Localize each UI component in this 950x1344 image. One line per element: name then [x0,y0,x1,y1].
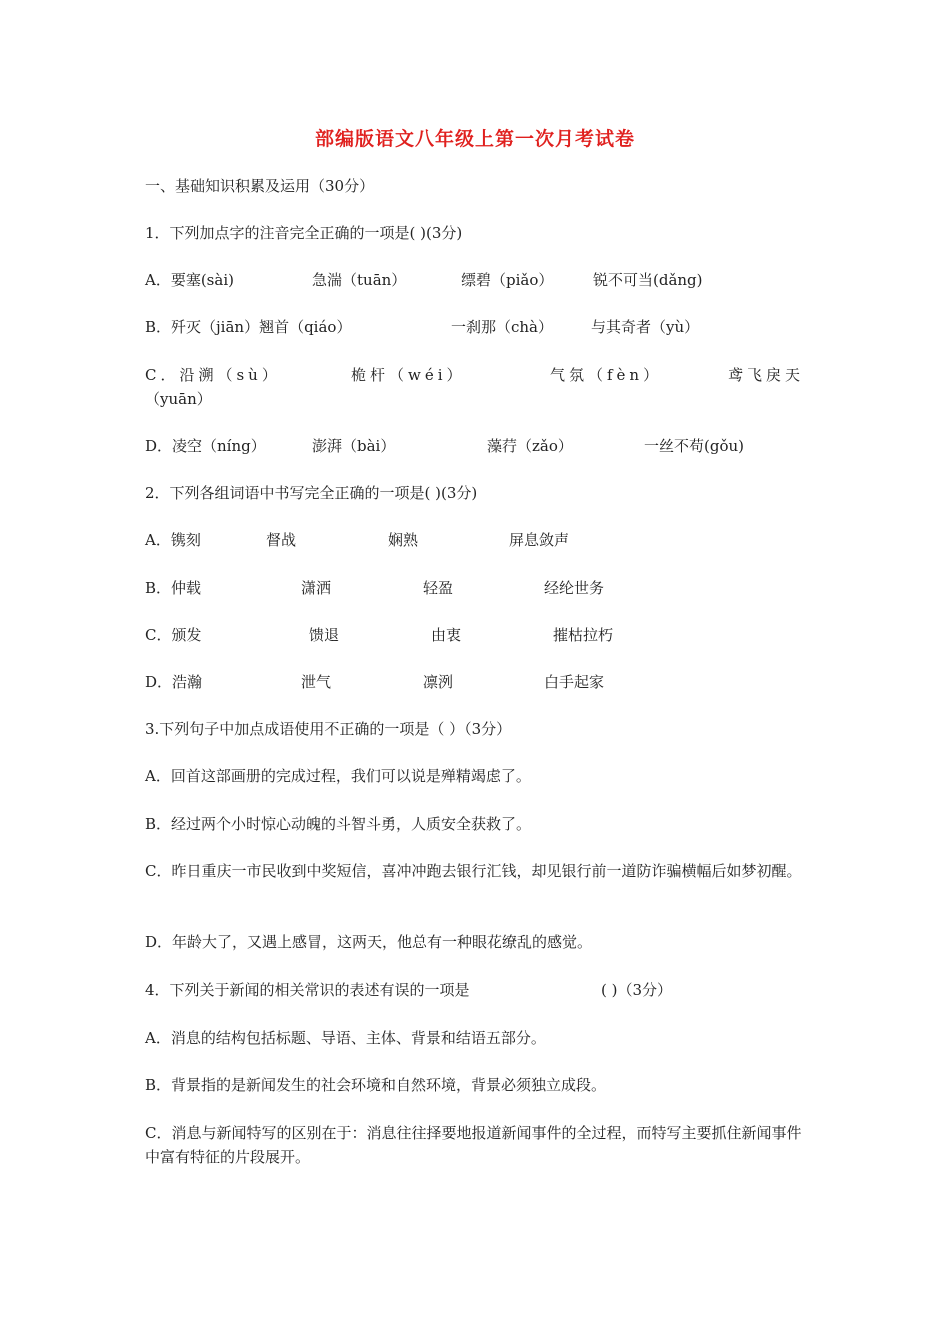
q4-stem: 4．下列关于新闻的相关常识的表述有误的一项是 [145,981,470,999]
q1-c-item: 鸢飞戾天 [728,366,805,384]
q2-c-item: 由衷 [431,626,462,644]
q2-option-d [145,670,810,694]
q2-d-item: 凛洌 [423,673,454,691]
section-heading: 一、基础知识积累及运用（30分） [145,177,375,195]
q1-option-a [145,268,810,292]
q3-option-c: C．昨日重庆一市民收到中奖短信，喜冲冲跑去银行汇钱，却见银行前一道防诈骗横幅后如梦初醒。 [145,862,802,880]
q1-c-item: C．沿溯（sù） [145,366,281,384]
q4-option-b: B．背景指的是新闻发生的社会环境和自然环境，背景必须独立成段。 [145,1076,607,1094]
q2-option-b [145,576,810,600]
q1-d-item: 一丝不苟(gǒu) [644,437,744,455]
q2-b-item: 经纶世务 [544,579,605,597]
q2-a-item: 督战 [266,531,297,549]
q2-a-item: A．镌刻 [145,531,201,549]
page-title: 部编版语文八年级上第一次月考试卷 [314,128,635,150]
q1-stem: 1．下列加点字的注音完全正确的一项是( )(3分) [145,224,463,242]
q4-option-a: A．消息的结构包括标题、导语、主体、背景和结语五部分。 [145,1029,546,1047]
q1-a-item: A．要塞(sài) [145,271,234,289]
q2-b-item: 潇洒 [301,579,332,597]
q4-answer-paren: ( )（3分） [601,981,673,999]
q1-c-wrap: （yuān） [145,390,212,408]
q1-d-item: 澎湃（bài） [312,437,396,455]
q1-option-c [145,363,810,387]
q3-option-d: D．年龄大了，又遇上感冒，这两天，他总有一种眼花缭乱的感觉。 [145,933,593,951]
q1-d-item: 藻荇（zǎo） [487,437,573,455]
q2-b-item: B．仲载 [145,579,202,597]
q2-c-item: 馈退 [309,626,340,644]
q2-c-item: 摧枯拉朽 [553,626,614,644]
q1-option-d [145,434,810,458]
q1-d-item: D．凌空（níng） [145,437,266,455]
q4-option-c: C．消息与新闻特写的区别在于：消息往往择要地报道新闻事件的全过程，而特写主要抓住新闻事件中富有特征的片段展开。 [145,1124,802,1166]
q3-option-b: B．经过两个小时惊心动魄的斗智斗勇，人质安全获救了。 [145,815,532,833]
q2-d-item: D．浩瀚 [145,673,203,691]
q2-option-a [145,528,810,552]
q1-b-item: 与其奇者（yù） [591,318,700,336]
q1-option-b [145,315,810,339]
q2-d-item: 泄气 [301,673,332,691]
q2-stem: 2．下列各组词语中书写完全正确的一项是( )(3分) [145,484,478,502]
q2-d-item: 白手起家 [544,673,605,691]
q2-a-item: 屏息敛声 [509,531,570,549]
q1-c-item: 气氛（fèn） [550,366,663,384]
q1-a-item: 缥碧（piǎo） [461,271,554,289]
q2-b-item: 轻盈 [423,579,454,597]
q3-stem: 3.下列句子中加点成语使用不正确的一项是（ ）（3分） [145,720,512,738]
q2-option-c [145,623,810,647]
q1-b-item: B．歼灭（jiān）翘首（qiáo） [145,318,352,336]
q2-a-item: 娴熟 [388,531,419,549]
q1-c-item: 桅杆（wéi） [351,366,466,384]
q4-stem-row [145,978,810,1002]
q1-a-item: 急湍（tuān） [312,271,407,289]
q1-b-item: 一刹那（chà） [451,318,554,336]
q1-a-item: 锐不可当(dǎng) [593,271,703,289]
q3-option-a: A．回首这部画册的完成过程，我们可以说是殚精竭虑了。 [145,767,531,785]
q2-c-item: C．颁发 [145,626,202,644]
